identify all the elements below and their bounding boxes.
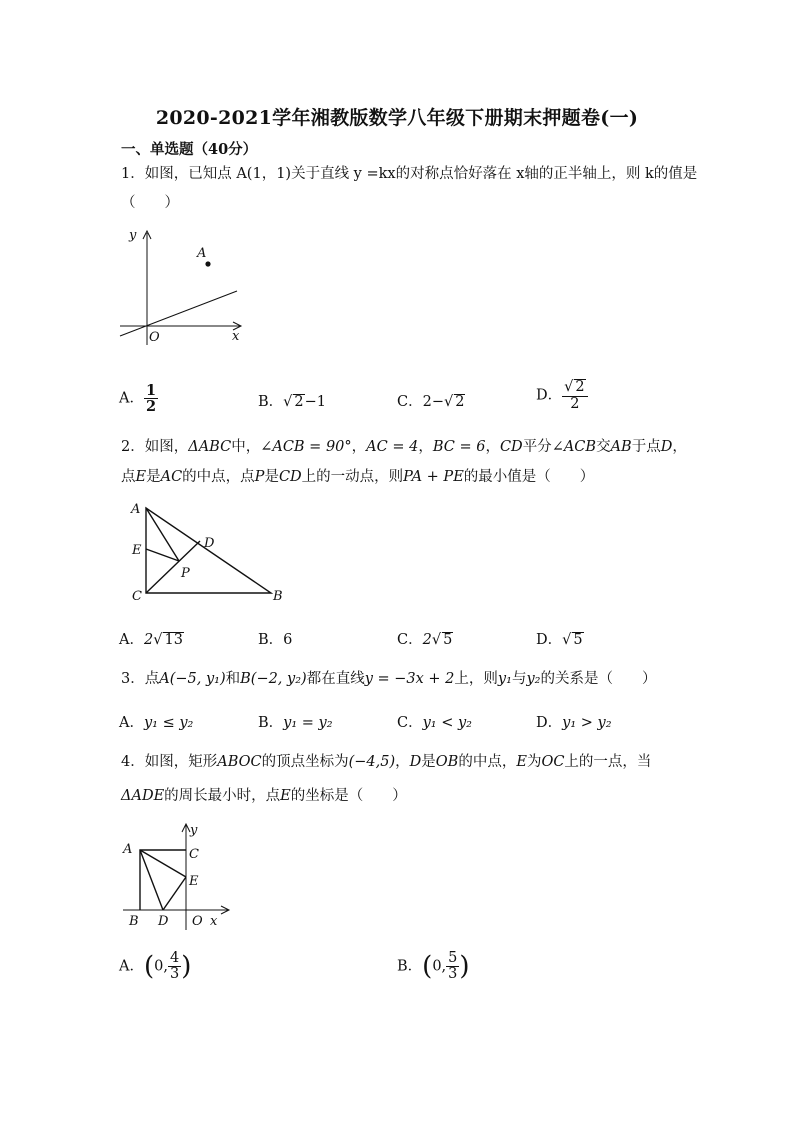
fig4-e-label: E [189,874,199,889]
fig4-x-label: x [210,914,218,929]
question-1-text: 1．如图，已知点 A(1，1)关于直线 y =kx的对称点恰好落在 x轴的正半轴上，则 k的值是 [121,166,698,182]
q3-option-c[interactable]: C．y₁ < y₂ [397,715,472,731]
fig2-p-label: P [181,566,190,581]
question-3-text: 3．点A(−5, y₁)和B(−2, y₂)都在直线y = −3x + 2上，则y₁与y₂的关系是（ ） [121,671,657,687]
fig4-a-label: A [123,842,133,857]
fig1-a-label: A [197,246,207,261]
fig1-x-label: x [232,329,240,344]
q4-option-b[interactable]: B．(0, $\frac{5}{3}$ ) [397,950,470,983]
q3-option-b[interactable]: B．y₁ = y₂ [258,715,333,731]
q2-option-b[interactable]: B．6 [258,632,293,648]
question-4-text-line2: ΔADE的周长最小时，点E的坐标是（ ） [121,788,407,804]
question-2-text-line2: 点E是AC的中点，点P是CD上的一动点，则PA + PE的最小值是（ ） [121,469,595,485]
fig1-o-label: O [149,330,160,345]
fig2-c-label: C [132,589,142,604]
q4-option-a[interactable]: A．(0, $\frac{4}{3}$ ) [119,950,192,983]
q2-option-a[interactable]: A．2√ 13 [119,632,183,648]
q1-option-b[interactable]: B．√ 2−1 [258,394,327,410]
q2-option-d[interactable]: D．√ 5 [536,632,583,648]
q1-option-a[interactable]: A． $\frac{1}{2}$ [119,382,157,416]
q3-option-d[interactable]: D．y₁ > y₂ [536,715,612,731]
q1-option-d[interactable]: D． $\frac{√ 2}{2}$ [536,379,588,412]
q2-option-c[interactable]: C．2√ 5 [397,632,453,648]
fig2-d-label: D [204,536,215,551]
page-title: 2020-2021学年湘教版数学八年级下册期末押题卷(一) [155,107,639,129]
fig2-b-label: B [273,589,283,604]
fig4-b-label: B [129,914,139,929]
q3-option-a[interactable]: A．y₁ ≤ y₂ [119,715,194,731]
fig4-o-label: O [192,914,203,929]
question-4-text-line1: 4．如图，矩形ABOC的顶点坐标为(−4,5)，D是OB的中点，E为OC上的一点，当 [121,754,652,770]
fig2-e-label: E [132,543,142,558]
section-heading: 一、单选题（40分） [121,141,258,158]
question-4-figure [118,820,233,932]
q1-option-c[interactable]: C．2−√ 2 [397,394,465,410]
fig2-a-label: A [131,502,141,517]
fig4-y-label: y [190,823,198,838]
question-2-text-line1: 2．如图，ΔABC中，∠ACB = 90°，AC = 4，BC = 6，CD平分∠ACB交AB于点D， [121,439,687,455]
fig4-d-label: D [158,914,169,929]
question-1-bracket: （ ） [121,195,179,211]
question-1-figure [115,225,250,350]
question-2-figure [128,500,288,605]
fig4-c-label: C [189,847,199,862]
fig1-y-label: y [129,228,137,243]
